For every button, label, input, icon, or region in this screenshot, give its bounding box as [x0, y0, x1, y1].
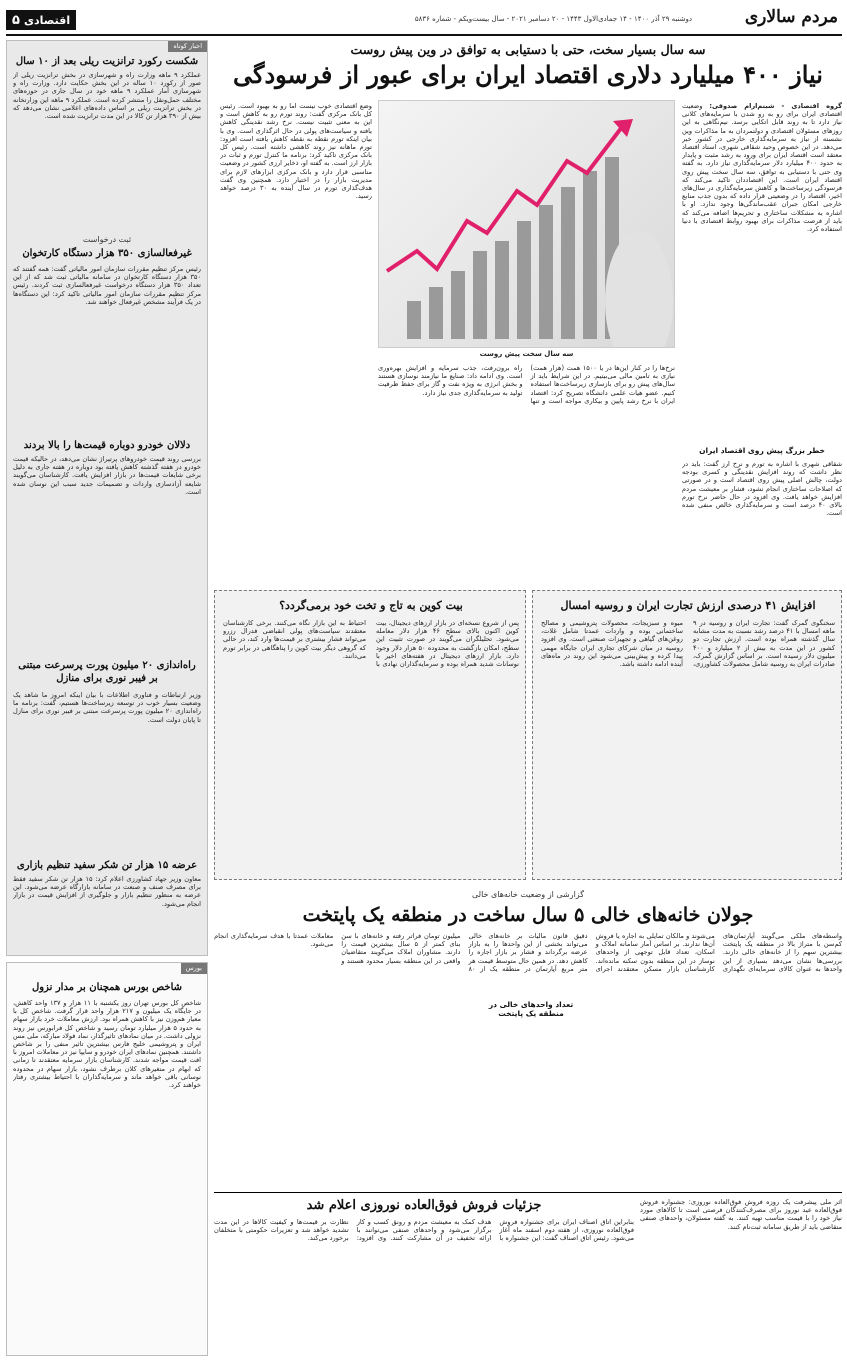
- iran-russia-trade-title: افزایش ۴۱ درصدی ارزش تجارت ایران و روسیه امسال: [560, 599, 816, 612]
- lead-column-1: [682, 102, 842, 442]
- lead-photo: [378, 100, 675, 348]
- brief-body-pos: رئیس مرکز تنظیم مقررات سازمان امور مالیاتی گفت: همه گفتند که ۳۵۰ هزار دستگاه کارتخوان در سامانه مالیاتی ثبت شد که از این تعداد ۳۵۰ هزار دستگاه درخواست غیرفعالسازی ثبت کردند. رئیس مرکز تنظیم مقررات سازمان امور مالیاتی تاکید کرد: این دستگاه‌ها در یک فرآیند مشخص غیرفعال خواهند شد.: [13, 265, 201, 306]
- brief-title-pos: غیرفعالسازی ۳۵۰ هزار دستگاه کارتخوان: [22, 248, 192, 259]
- brief-body-car-prices: بررسی روند قیمت خودروهای پرتیراژ نشان می‌دهد، در حالیکه قیمت خودرو در هفته گذشته کاهش یافته بود دوباره در هفته جاری به دلیل برخی شایعات قیمت‌ها در بازار افزایش یافت. کارشناسان می‌گویند شایعه آزادسازی واردات و تصمیمات جدید سبب این نوسان شده است.: [13, 455, 201, 496]
- housing-headline: جولان خانه‌های خالی ۵ سال ساخت در منطقه یک پایتخت: [302, 904, 754, 926]
- bitcoin-box: [214, 590, 526, 880]
- iran-russia-trade-body: سخنگوی گمرک گفت: تجارت ایران و روسیه در ۹ ماهه امسال با ۴۱ درصد رشد نسبت به مدت مشابه سال گذشته همراه بوده است. ارزش تجارت دو کشور در این مدت به بیش از ۲ میلیارد و ۴۰۰ میلیون دلار رسیده است. بر اساس گزارش گمرک، صادرات ایران به روسیه شامل محصولات کشاورزی، میوه و سبزیجات، محصولات پتروشیمی و مصالح ساختمانی بوده و واردات عمدتا شامل غلات، روغن‌های گیاهی و تجهیزات صنعتی است. وی افزود روسیه در میان شرکای تجاری ایران جایگاه مهمی پیدا کرده و پیش‌بینی می‌شود این روند در ماه‌های آینده ادامه داشته باشد.: [541, 619, 835, 669]
- bourse-tag: بورس: [181, 963, 207, 974]
- bourse-body: شاخص کل بورس تهران روز یکشنبه با ۱۱ هزار و ۱۳۷ واحد کاهش، در جایگاه یک میلیون و ۲۱۷ هزار واحد قرار گرفت. شاخص کل با معیار هم‌وزن نیز با کاهش همراه بود. ارزش معاملات خرد بازار سهام به حدود ۵ هزار میلیارد تومان رسید و شاخص کل فرابورس نیز روند نزولی داشت. در میان نمادهای تاثیرگذار، نماد فولاد مبارکه، ملی مس ایران و پتروشیمی خلیج فارس بیشترین تاثیر منفی را بر شاخص داشتند. همچنین نمادهای ایران خودرو و سایپا نیز در معاملات امروز با افت قیمت مواجه شدند. کارشناسان بازار سرمایه معتقدند تا زمانی که ابهام در متغیرهای کلان برطرف نشود، بازار سهام در محدوده نوسانی باقی خواهد ماند و سرمایه‌گذاران با احتیاط بیشتری رفتار خواهند کرد.: [13, 999, 201, 1090]
- news-briefs-sidebar: [6, 40, 208, 956]
- housing-body: واسطه‌های ملکی می‌گویند آپارتمان‌های کم‌سن با متراژ بالا در منطقه یک پایتخت بیشترین سهم را از خانه‌های خالی دارند. بررسی‌ها نشان می‌دهد بسیاری از این واحدها به عنوان کالای سرمایه‌ای نگهداری می‌شوند و مالکان تمایلی به اجاره یا فروش آن‌ها ندارند. بر اساس آمار سامانه املاک و اسکان، تعداد قابل توجهی از واحدهای نوساز در این منطقه بدون سکنه مانده‌اند. کارشناسان بازار مسکن معتقدند اجرای دقیق قانون مالیات بر خانه‌های خالی می‌تواند بخشی از این واحدها را به بازار عرضه برگرداند و فشار بر بازار اجاره را کاهش دهد. در همین حال متوسط قیمت هر متر مربع آپارتمان در منطقه یک از ۸۰ میلیون تومان فراتر رفته و خانه‌های با سن بنای کمتر از ۵ سال بیشترین قیمت را دارند. مشاوران املاک می‌گویند متقاضیان واقعی در این منطقه بسیار محدود هستند و معاملات عمدتا با هدف سرمایه‌گذاری انجام می‌شود.: [214, 932, 842, 973]
- sidebar-tag: اخبار کوتاه: [168, 41, 207, 52]
- photo-caption: سه سال سخت پیش روست: [479, 350, 574, 358]
- lead-col1-text: وضعیت اقتصادی ایران برای رو به رو شدن با سرمایه‌های کلانی نیاز دارد تا به روند قابل اتکایی برسد. نیم‌نگاهی به این روزهای مسئولان اقتصادی و دولتمردان به ما مذاکرات وین نشسته از نیاز به سرمایه‌گذاری خارجی در کشور خبر می‌دهد. در این خصوص وحید شقاقی شهری، استاد اقتصاد معتقد است اقتصاد ایران برای ورود به رشد مثبت و پایدار به حدود ۴۰۰ میلیارد دلار سرمایه‌گذاری نیاز دارد. به گفته وی حتی با دستیابی به توافق، سه سال سخت پیش روی اقتصاد ایران است. این اقتصاددان تاکید می‌کند که فرسودگی زیرساخت‌ها و کاهش سرمایه‌گذاری در سال‌های اخیر، اقتصاد را در وضعیتی قرار داده که بدون جذب منابع خارجی امکان جبران عقب‌ماندگی‌ها وجود ندارد. او با اشاره به مشکلات ساختاری و تحریم‌ها اضافه می‌کند که باید از فرصت مذاکرات برای بهبود روابط اقتصادی با دنیا استفاده کرد.: [682, 102, 842, 234]
- newspaper-brand: مردم سالاری: [744, 7, 838, 27]
- brief-title-rail-transit: شکست رکورد ترانزیت ریلی بعد از ۱۰ سال: [15, 56, 199, 67]
- bitcoin-body: پس از شروع نسخه‌ای در بازار ارزهای دیجیتال، بیت کوین اکنون بالای سطح ۴۶ هزار دلار معامله می‌شود. تحلیلگران می‌گویند در صورت تثبیت این سطح، امکان بازگشت به محدوده ۵۰ هزار دلار وجود دارد. بازار ارزهای دیجیتال در هفته‌های اخیر با نوسانات شدید همراه بوده و سرمایه‌گذاران نهادی با احتیاط به این بازار نگاه می‌کنند. برخی کارشناسان معتقدند سیاست‌های پولی انقباضی فدرال رزرو می‌تواند فشار بیشتری بر قیمت‌ها وارد کند، در حالی که گروهی دیگر بیت کوین را پناهگاهی در برابر تورم می‌دانند.: [223, 619, 519, 669]
- bitcoin-title: بیت کوین به تاج و تخت خود برمی‌گردد؟: [279, 599, 463, 612]
- bourse-title: شاخص بورس همچنان بر مدار نزول: [31, 982, 183, 993]
- page-number: ۵: [12, 12, 20, 28]
- nowruz-side-column: اثر ملی پیشرفت یک روزه فروش فوق‌العاده نوروزی: جشنواره فروش فوق‌العاده عید نوروز برای مصرف‌کنندگان فرصتی است تا کالاهای مورد نیاز خود را با قیمت مناسب تهیه کنند. به گفته مسئولان، واحدهای صنفی متقاضی باید از طریق سامانه ثبت‌نام کنند.: [640, 1198, 842, 1231]
- brief-title-sugar: عرضه ۱۵ هزار تن شکر سفید تنظیم بازاری: [16, 860, 198, 871]
- brief-body-sugar: معاون وزیر جهاد کشاورزی اعلام کرد: ۱۵ هزار تن شکر سفید فقط برای مصرف صنف و صنعت در سامانه بازارگاه عرضه می‌شود. این عرضه به منظور تنظیم بازار و جلوگیری از افزایش قیمت در بازار انجام می‌شود.: [13, 875, 201, 908]
- lead-column-2: نرخ‌ها را در کنار این‌ها در یا ۱۵۰۰ همت (هزار همت) نیازی به تامین مالی می‌بینیم. در این شرایط باید از سال‌های پیش رو برای بازسازی زیرساخت‌ها استفاده کنیم. عضو هیات علمی دانشگاه تصریح کرد: اقتصاد ایران با نرخ رشد پایین و بیکاری مواجه است و تنها راه برون‌رفت، جذب سرمایه و افزایش بهره‌وری است. وی ادامه داد: صنایع ما نیازمند نوسازی هستند و بخش انرژی به ویژه نفت و گاز برای حفظ ظرفیت تولید به سرمایه‌گذاری جدی نیاز دارد.: [378, 364, 675, 405]
- brief-title-car-prices: دلالان خودرو دوباره قیمت‌ها را بالا بردند: [23, 440, 191, 451]
- lead-column-3: وضع اقتصادی خوب نیست اما رو به بهبود است. رئیس کل بانک مرکزی گفت: روند تورم رو به کاهش است و این به معنی تثبیت نیست. نرخ رشد نقدینگی کاهش یافته و سیاست‌های پولی در حال اثرگذاری است. وی با بیان اینکه تورم نقطه به نقطه کاهش یافته است افزود: تورم ماهانه نیز روند کاهشی داشته است. رئیس کل بانک مرکزی تاکید کرد: برنامه ما کنترل تورم و ثبات در بازار ارز است. به گفته او، ذخایر ارزی کشور در وضعیت مناسبی قرار دارد و بانک مرکزی ابزارهای لازم برای مدیریت بازار را در اختیار دارد. همچنین وی گفت هدف‌گذاری تورم در سال آینده به ۳۰ درصد خواهد رسید.: [220, 102, 372, 201]
- brief-body-rail-transit: عملکرد ۹ ماهه وزارت راه و شهرسازی در بخش ترانزیت ریلی از صور از رکورد ۱۰ ساله در این بخش حکایت دارد. وزارت راه و شهرسازی آمار عملکرد ۹ ماهه خود در سال جاری در حوزه‌های مختلف حمل‌ونقل را منتشر کرده است. عملکرد ۹ ماهه این وزارتخانه در بخش ترانزیت ریلی بر اساس داده‌های اعلامی نشان می‌دهد که بیش از ۳۹۰ هزار تن کالا در این مدت ترانزیت شده است.: [13, 71, 201, 121]
- bourse-column: [6, 962, 208, 1356]
- iran-russia-trade-box: [532, 590, 842, 880]
- lead-byline: گروه اقتصادی - شبنم‌ارام صدوقی:: [709, 102, 842, 110]
- growth-chart-illustration: [378, 101, 674, 348]
- lead-subhead: خطر بزرگ پیش روی اقتصاد ایران: [699, 446, 825, 455]
- lead-headline: نیاز ۴۰۰ میلیارد دلاری اقتصاد ایران برای عبور از فرسودگی: [233, 60, 823, 89]
- masthead: [6, 6, 842, 36]
- housing-kicker: گزارشی از وضعیت خانه‌های خالی: [471, 890, 585, 899]
- section-badge: [6, 10, 76, 30]
- brief-title-fiber: راه‌اندازی ۲۰ میلیون پورت پرسرعت مبتنی بر فیبر نوری برای منازل: [18, 660, 196, 684]
- nowruz-headline: جزئیات فروش فوق‌العاده نوروزی اعلام شد: [306, 1198, 542, 1213]
- section-divider: [214, 1192, 842, 1193]
- section-name: اقتصادی: [23, 13, 71, 27]
- dateline: دوشنبه ۲۹ آذر ۱۴۰۰ - ۱۴ جمادی‌الاول ۱۴۴۳ - ۲۰ دسامبر ۲۰۲۱ - سال بیست‌ویکم - شماره ۵۸۳۶: [414, 15, 692, 23]
- brief-body-fiber: وزیر ارتباطات و فناوری اطلاعات با بیان اینکه امروز ما شاهد یک وضعیت بسیار خوب در توسعه زیرساخت‌ها هستیم، گفت: برنامه ما راه‌اندازی ۲۰ میلیون پورت پرسرعت مبتنی بر فیبر نوری برای منازل تا پایان دولت است.: [13, 691, 201, 724]
- nowruz-body: بنابراین اتاق اصناف ایران برای جشنواره فروش فوق‌العاده نوروزی، از هفته دوم اسفند ماه آغاز می‌شود. رئیس اتاق اصناف گفت: این جشنواره با هدف کمک به معیشت مردم و رونق کسب و کار برگزار می‌شود و واحدهای صنفی می‌توانند با ارائه تخفیف در آن مشارکت کنند. وی افزود: نظارت بر قیمت‌ها و کیفیت کالاها در این مدت تشدید خواهد شد و تعزیرات حکومتی با متخلفان برخورد می‌کند.: [214, 1218, 634, 1243]
- lead-kicker: سه سال بسیار سخت، حتی با دستیابی به توافق در وین پیش روست: [350, 42, 706, 57]
- brief-kicker-pos: ثبت درخواست: [82, 235, 132, 244]
- lead-col1b-text: شقاقی شهری با اشاره به تورم و نرخ ارز گفت: باید در نظر داشت که روند افزایش نقدینگی و کسری بودجه دولت، چالش اصلی پیش روی اقتصاد است و در صورتی که اصلاحات ساختاری انجام نشود، فشار بر معیشت مردم افزایش خواهد یافت. وی افزود در حال حاضر نرخ تورم بالای ۴۰ درصد است و سرمایه‌گذاری خالص منفی شده است.: [682, 460, 842, 518]
- housing-subhead: تعداد واحدهای خالی در منطقه یک پایتخت: [488, 1000, 574, 1018]
